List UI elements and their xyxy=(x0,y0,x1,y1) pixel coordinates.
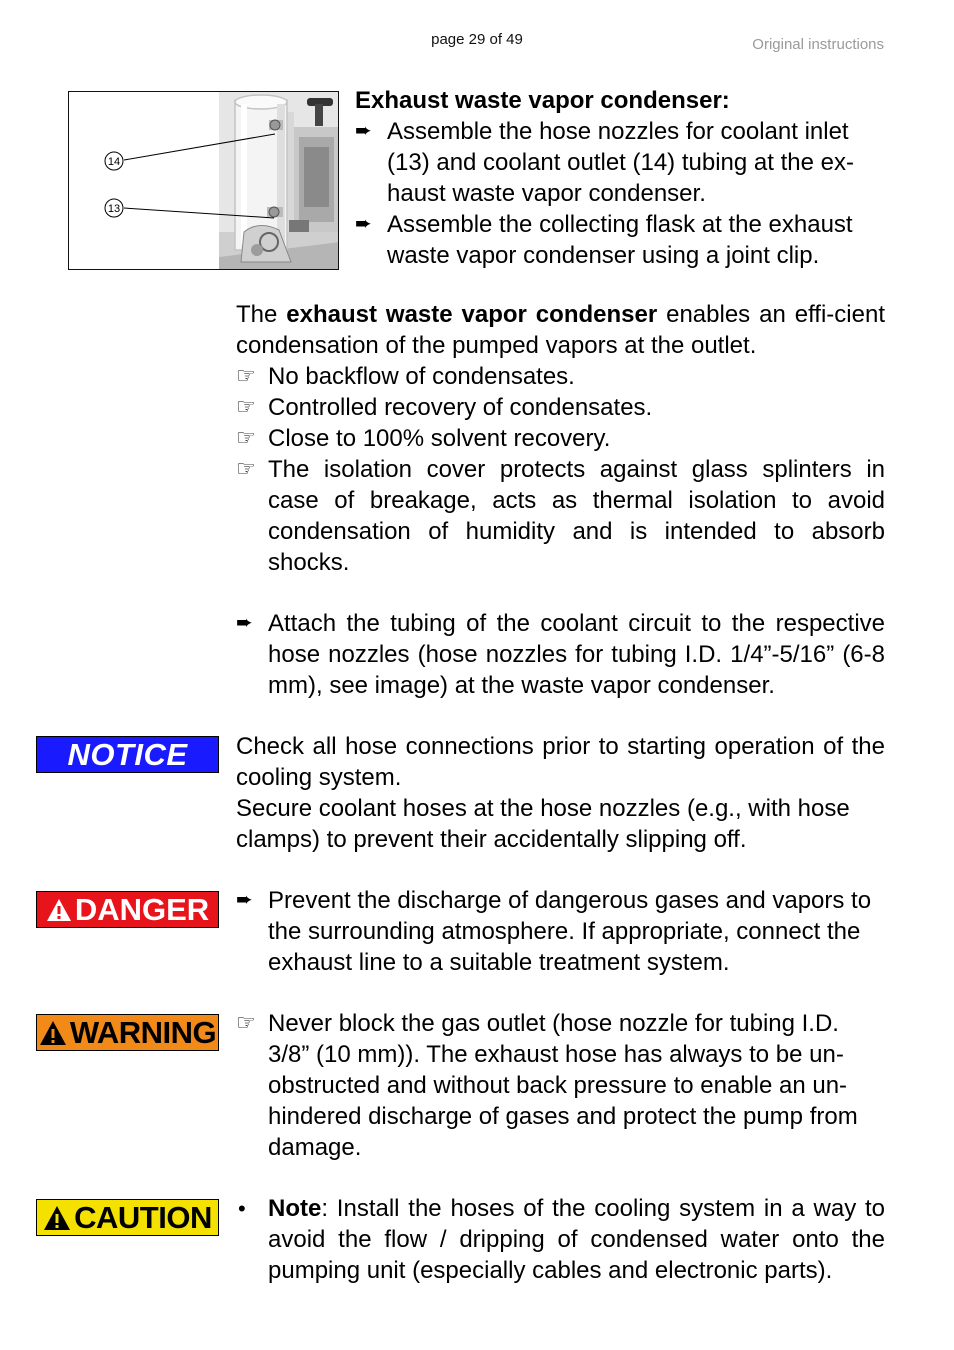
caution-badge: CAUTION xyxy=(36,1199,219,1236)
pointing-hand-icon: ☞ xyxy=(236,394,256,419)
pointing-hand-icon: ☞ xyxy=(236,425,256,450)
notice-badge: NOTICE xyxy=(36,736,219,773)
note-gas-outlet: ☞ Never block the gas outlet (hose nozzle for tubing I.D. 3/8” (10 mm)). The exhaust hose has always to be un-obstructed and without back pressure to enable an un-hindered discharge of gases and protect the pump from damage. xyxy=(236,1008,885,1163)
warning-triangle-icon xyxy=(46,898,72,922)
danger-text xyxy=(236,885,885,978)
warning-text xyxy=(236,1008,885,1163)
arrow-icon: ➨ xyxy=(355,120,372,142)
pointing-hand-icon: ☞ xyxy=(236,456,256,481)
arrow-icon: ➨ xyxy=(236,889,253,911)
section-heading: Exhaust waste vapor condenser: xyxy=(355,87,730,114)
intro-paragraph: The exhaust waste vapor condenser enables an effi-cient condensation of the pumped vapors at the outlet. xyxy=(236,301,885,359)
notice-text: Check all hose connections prior to starting operation of the cooling system. Secure coolant hoses at the hose nozzles (e.g., with hose clamps) to prevent their accidentally slipping off. xyxy=(236,733,885,853)
warning-triangle-icon xyxy=(39,1020,67,1046)
document-type-label: Original instructions xyxy=(752,36,884,53)
assembly-section xyxy=(355,85,885,271)
benefit-item: ☞ No backflow of condensates. xyxy=(236,361,885,392)
tubing-section xyxy=(236,608,885,701)
pointing-hand-icon: ☞ xyxy=(236,1010,256,1035)
warning-badge: WARNING xyxy=(36,1014,219,1051)
caution-text xyxy=(236,1193,885,1286)
danger-badge: DANGER xyxy=(36,891,219,928)
pointing-hand-icon: ☞ xyxy=(236,363,256,388)
step-hose-nozzles: ➨ Assemble the hose nozzles for coolant inlet (13) and coolant outlet (14) tubing at the ex-haust waste vapor condenser. xyxy=(355,118,854,207)
condenser-description xyxy=(236,299,885,578)
arrow-icon: ➨ xyxy=(236,612,253,634)
warning-triangle-icon xyxy=(43,1205,71,1231)
condenser-illustration xyxy=(69,92,339,270)
step-attach-tubing: ➨ Attach the tubing of the coolant circuit to the respective hose nozzles (hose nozzles for tubing I.D. 1/4”-5/16” (6-8 mm), see image) at the waste vapor condenser. xyxy=(236,610,885,699)
benefit-item: ☞ Controlled recovery of condensates. xyxy=(236,392,885,423)
step-collecting-flask: ➨ Assemble the collecting flask at the exhaust waste vapor condenser using a joint clip. xyxy=(355,211,853,269)
benefit-item: ☞ The isolation cover protects against glass splinters in case of breakage, acts as thermal isolation to avoid condensation of humidity and is intended to absorb shocks. xyxy=(236,454,885,578)
callout-13: 13 xyxy=(107,203,121,215)
callout-14: 14 xyxy=(107,156,121,168)
bullet: • xyxy=(238,1196,246,1221)
condenser-photo xyxy=(68,91,339,270)
note-cooling-hoses: • Note: Install the hoses of the cooling system in a way to avoid the flow / dripping of condensed water onto the pumping unit (especially cables and electronic parts). xyxy=(238,1195,885,1284)
arrow-icon: ➨ xyxy=(355,213,372,235)
benefit-item: ☞ Close to 100% solvent recovery. xyxy=(236,423,885,454)
step-prevent-discharge: ➨ Prevent the discharge of dangerous gases and vapors to the surrounding atmosphere. If appropriate, connect the exhaust line to a suitable treatment system. xyxy=(236,887,872,976)
page-number: page 29 of 49 xyxy=(431,31,523,48)
